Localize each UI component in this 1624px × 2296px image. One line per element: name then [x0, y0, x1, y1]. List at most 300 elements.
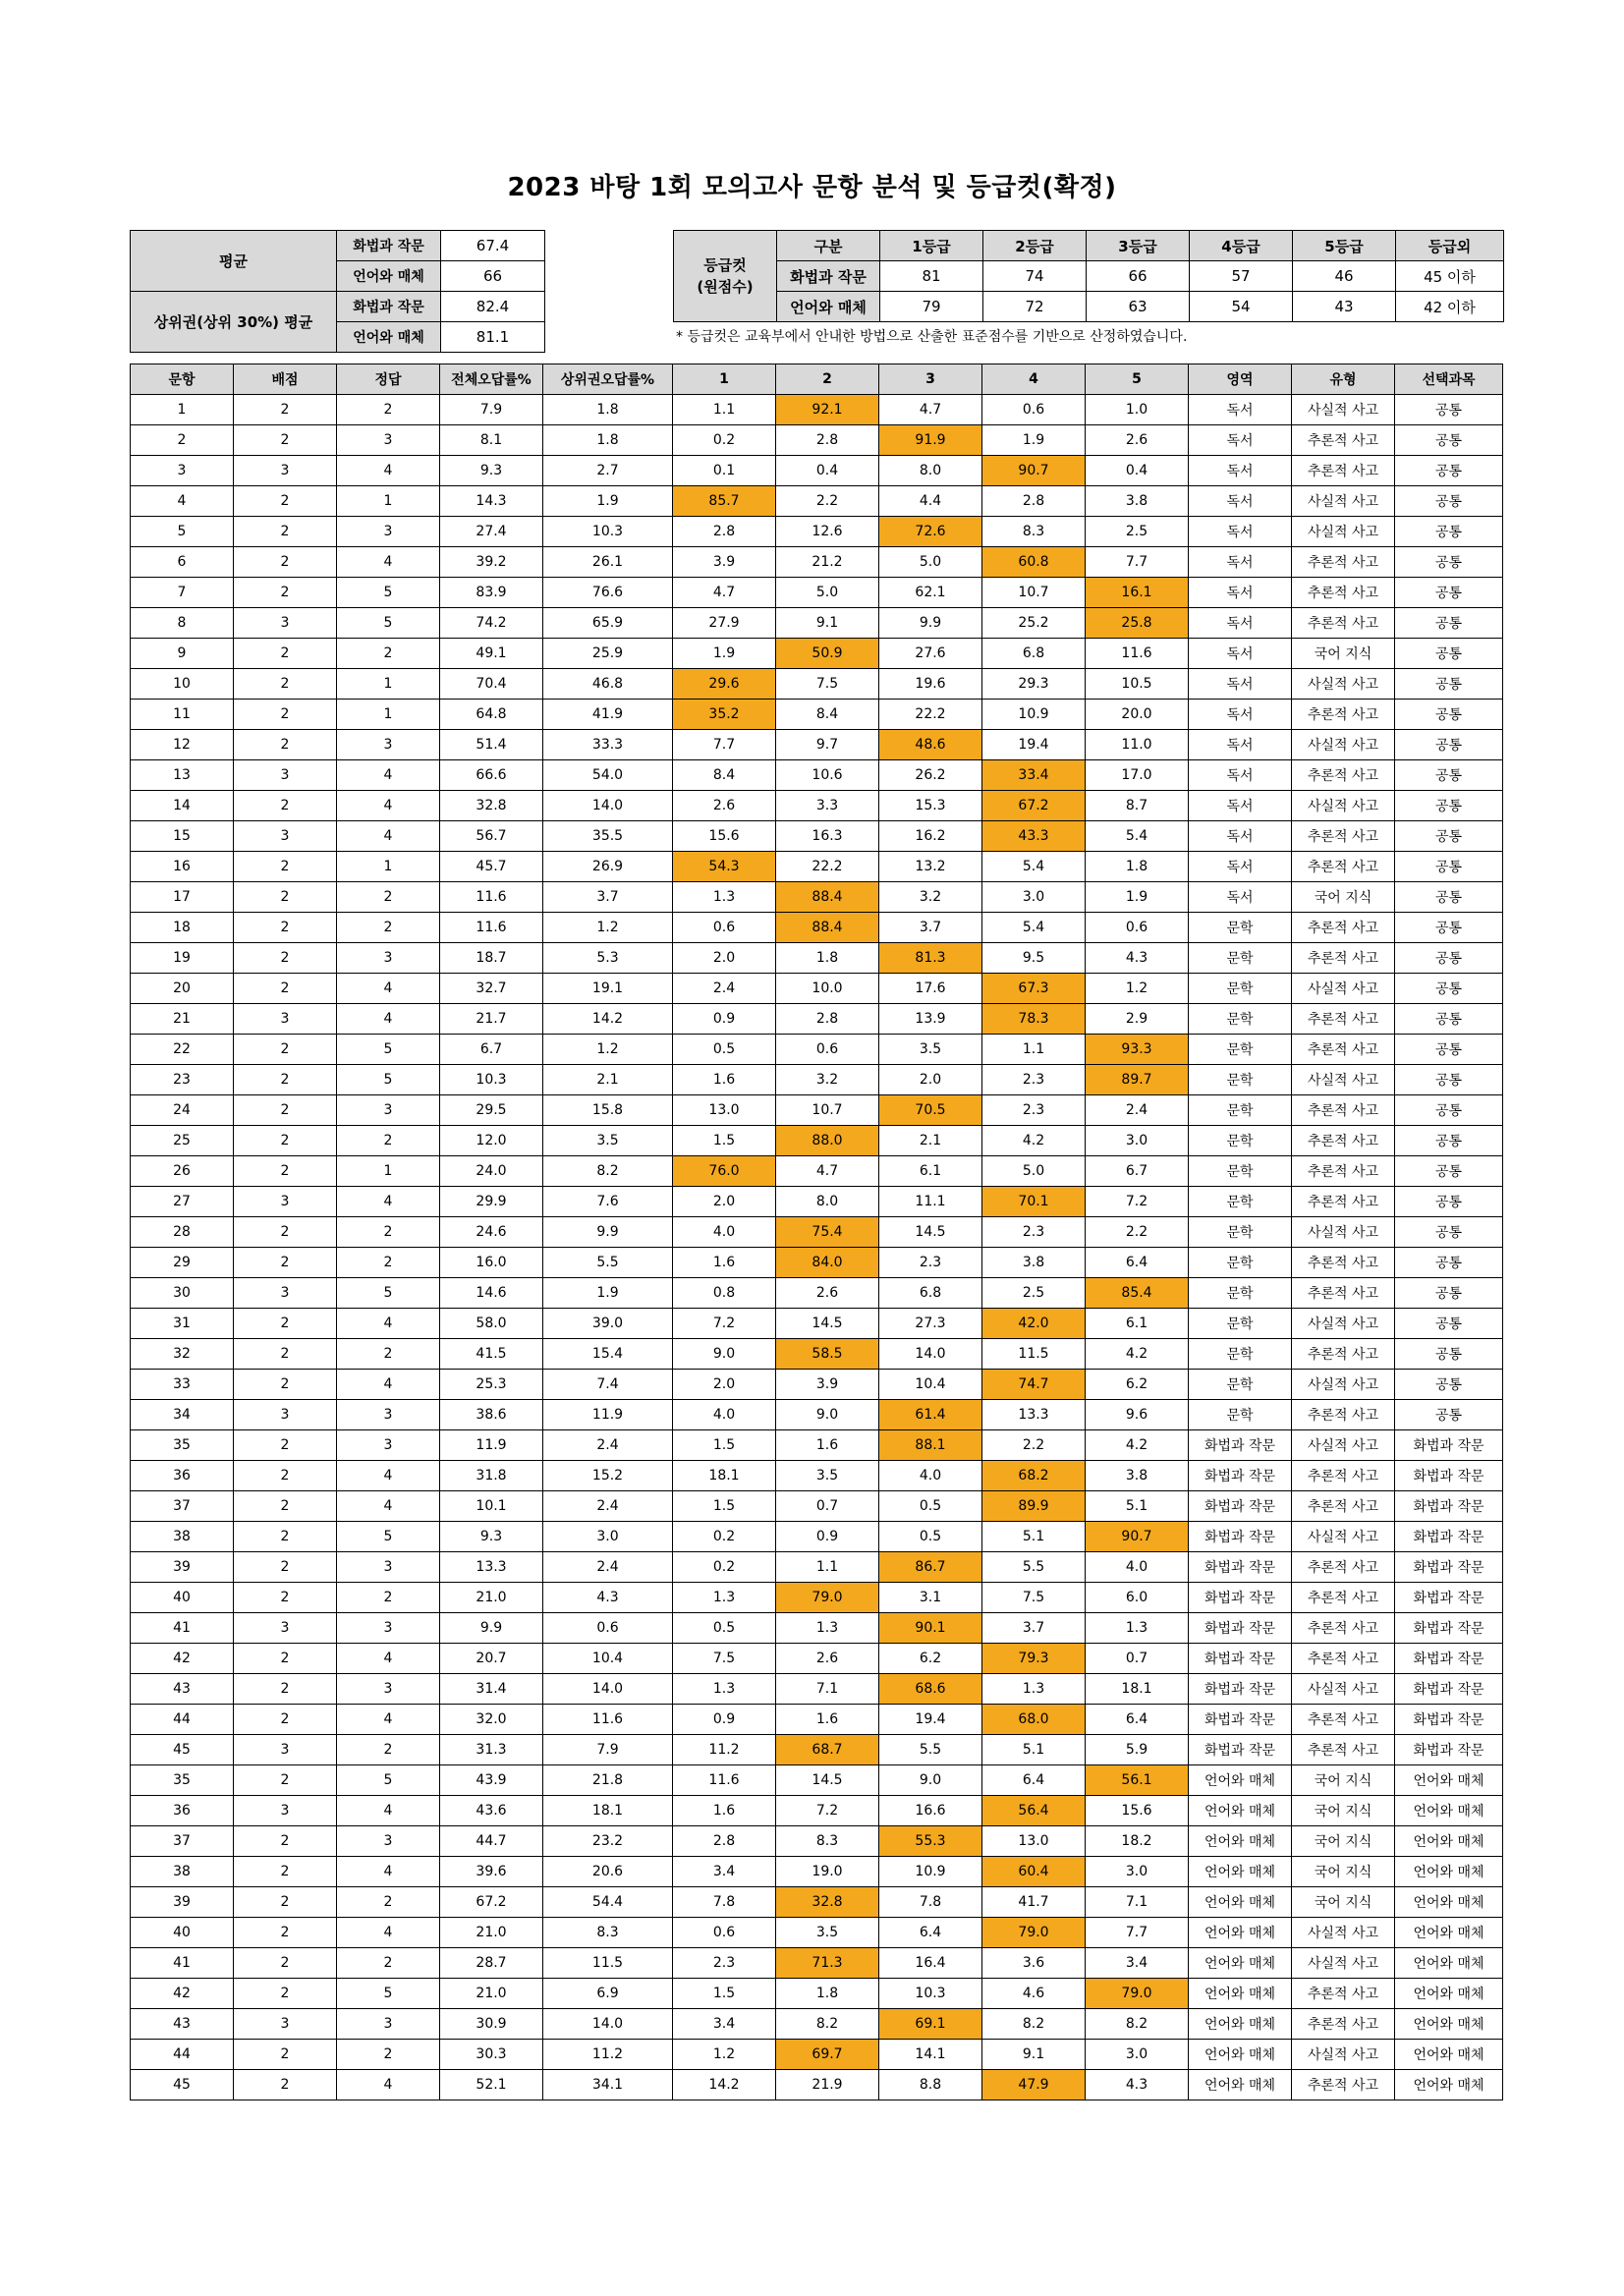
cell-choice-5: 3.0 [1086, 1857, 1189, 1887]
cell-choice-1: 2.0 [673, 943, 776, 974]
cell-points: 2 [234, 1065, 337, 1095]
cell-overall-error-rate: 20.7 [440, 1644, 543, 1674]
cell-choice-1: 2.0 [673, 1370, 776, 1400]
cell-elective: 공통 [1395, 760, 1503, 791]
cell-choice-2: 2.8 [776, 425, 879, 456]
cell-elective: 공통 [1395, 974, 1503, 1004]
cell-answer: 4 [337, 1705, 440, 1735]
cell-top-error-rate: 15.4 [543, 1339, 673, 1370]
cell-type: 국어 지식 [1292, 1887, 1395, 1918]
cell-answer: 4 [337, 760, 440, 791]
cell-choice-1: 1.5 [673, 1126, 776, 1156]
cutoff-cell: 63 [1087, 292, 1190, 322]
table-row [131, 1095, 1503, 1126]
cell-choice-3: 6.1 [879, 1156, 982, 1187]
cell-choice-2: 8.3 [776, 1826, 879, 1857]
cell-item-number: 18 [131, 913, 234, 943]
cell-points: 3 [234, 1735, 337, 1765]
cell-answer: 2 [337, 1735, 440, 1765]
cell-choice-5: 3.4 [1086, 1948, 1189, 1979]
cell-choice-1: 3.9 [673, 547, 776, 578]
cell-top-error-rate: 25.9 [543, 639, 673, 669]
cell-answer: 2 [337, 1583, 440, 1613]
cutoff-header: 4등급 [1190, 231, 1293, 261]
cell-choice-4: 10.7 [982, 578, 1086, 608]
cell-choice-3: 14.0 [879, 1339, 982, 1370]
cell-type: 추론적 사고 [1292, 425, 1395, 456]
cell-answer: 5 [337, 1979, 440, 2009]
cell-choice-3: 9.9 [879, 608, 982, 639]
cell-choice-3: 91.9 [879, 425, 982, 456]
cell-choice-2: 69.7 [776, 2040, 879, 2070]
table-row [131, 1309, 1503, 1339]
cell-choice-2: 2.6 [776, 1644, 879, 1674]
cell-domain: 문학 [1189, 1035, 1292, 1065]
cell-choice-2: 1.6 [776, 1705, 879, 1735]
cell-points: 3 [234, 1278, 337, 1309]
cell-top-error-rate: 1.9 [543, 1278, 673, 1309]
cell-domain: 문학 [1189, 1309, 1292, 1339]
cell-answer: 2 [337, 882, 440, 913]
cell-choice-3: 8.0 [879, 456, 982, 486]
cell-choice-2: 88.0 [776, 1126, 879, 1156]
cell-overall-error-rate: 41.5 [440, 1339, 543, 1370]
cell-choice-2: 9.7 [776, 730, 879, 760]
cell-elective: 화법과 작문 [1395, 1552, 1503, 1583]
cell-overall-error-rate: 14.3 [440, 486, 543, 517]
cell-elective: 언어와 매체 [1395, 2070, 1503, 2100]
cell-choice-5: 18.2 [1086, 1826, 1189, 1857]
cell-choice-2: 8.0 [776, 1187, 879, 1217]
cell-choice-5: 4.2 [1086, 1430, 1189, 1461]
cell-item-number: 42 [131, 1979, 234, 2009]
cell-choice-3: 4.7 [879, 395, 982, 425]
cell-answer: 3 [337, 730, 440, 760]
cell-choice-1: 11.6 [673, 1765, 776, 1796]
cell-item-number: 38 [131, 1857, 234, 1887]
cell-elective: 공통 [1395, 1065, 1503, 1095]
cell-choice-3: 26.2 [879, 760, 982, 791]
table-row [131, 1918, 1503, 1948]
cell-overall-error-rate: 31.3 [440, 1735, 543, 1765]
table-row [131, 425, 1503, 456]
average-subject: 화법과 작문 [337, 231, 441, 261]
cell-choice-3: 5.5 [879, 1735, 982, 1765]
cell-choice-1: 2.4 [673, 974, 776, 1004]
cell-domain: 독서 [1189, 517, 1292, 547]
cell-choice-5: 3.0 [1086, 2040, 1189, 2070]
cell-choice-3: 55.3 [879, 1826, 982, 1857]
cell-choice-3: 70.5 [879, 1095, 982, 1126]
cell-domain: 독서 [1189, 760, 1292, 791]
cell-choice-1: 2.8 [673, 517, 776, 547]
cutoff-cell: 43 [1293, 292, 1396, 322]
cell-choice-4: 60.8 [982, 547, 1086, 578]
cell-choice-2: 5.0 [776, 578, 879, 608]
cell-type: 사실적 사고 [1292, 1674, 1395, 1705]
cell-points: 2 [234, 1370, 337, 1400]
cell-points: 2 [234, 791, 337, 821]
cell-elective: 화법과 작문 [1395, 1613, 1503, 1644]
cell-choice-1: 27.9 [673, 608, 776, 639]
cell-domain: 언어와 매체 [1189, 1857, 1292, 1887]
cell-choice-5: 1.0 [1086, 395, 1189, 425]
cell-choice-2: 92.1 [776, 395, 879, 425]
cell-domain: 화법과 작문 [1189, 1461, 1292, 1491]
cell-overall-error-rate: 43.6 [440, 1796, 543, 1826]
cell-choice-4: 79.3 [982, 1644, 1086, 1674]
cell-item-number: 43 [131, 1674, 234, 1705]
cell-points: 3 [234, 1796, 337, 1826]
header-type: 유형 [1292, 364, 1395, 395]
cell-answer: 1 [337, 669, 440, 700]
cell-choice-3: 17.6 [879, 974, 982, 1004]
cell-answer: 5 [337, 1065, 440, 1095]
cell-item-number: 11 [131, 700, 234, 730]
cell-item-number: 13 [131, 760, 234, 791]
cell-elective: 공통 [1395, 700, 1503, 730]
cell-domain: 독서 [1189, 821, 1292, 852]
cell-answer: 4 [337, 791, 440, 821]
cell-choice-2: 88.4 [776, 913, 879, 943]
cell-answer: 2 [337, 1948, 440, 1979]
cell-elective: 공통 [1395, 1004, 1503, 1035]
cell-choice-4: 8.2 [982, 2009, 1086, 2040]
cell-choice-5: 2.9 [1086, 1004, 1189, 1035]
cell-choice-3: 14.5 [879, 1217, 982, 1248]
cell-choice-4: 43.3 [982, 821, 1086, 852]
cell-choice-3: 2.0 [879, 1065, 982, 1095]
cell-type: 추론적 사고 [1292, 1156, 1395, 1187]
cell-domain: 화법과 작문 [1189, 1735, 1292, 1765]
cell-choice-4: 1.1 [982, 1035, 1086, 1065]
cell-choice-2: 71.3 [776, 1948, 879, 1979]
top-average-label: 상위권(상위 30%) 평균 [131, 292, 337, 353]
cell-overall-error-rate: 58.0 [440, 1309, 543, 1339]
cell-choice-4: 68.2 [982, 1461, 1086, 1491]
cell-choice-4: 0.6 [982, 395, 1086, 425]
cell-choice-4: 33.4 [982, 760, 1086, 791]
cell-points: 2 [234, 1126, 337, 1156]
cell-overall-error-rate: 9.3 [440, 456, 543, 486]
table-row [131, 760, 1503, 791]
cell-choice-2: 14.5 [776, 1309, 879, 1339]
cell-choice-3: 27.6 [879, 639, 982, 669]
cell-answer: 2 [337, 395, 440, 425]
cutoff-cell: 81 [880, 261, 983, 292]
cell-type: 추론적 사고 [1292, 1095, 1395, 1126]
cell-top-error-rate: 8.3 [543, 1918, 673, 1948]
cell-choice-1: 2.3 [673, 1948, 776, 1979]
cell-overall-error-rate: 11.6 [440, 882, 543, 913]
cell-type: 추론적 사고 [1292, 1004, 1395, 1035]
cell-choice-2: 2.8 [776, 1004, 879, 1035]
cell-type: 사실적 사고 [1292, 1918, 1395, 1948]
cell-choice-2: 75.4 [776, 1217, 879, 1248]
cell-item-number: 22 [131, 1035, 234, 1065]
cell-choice-5: 17.0 [1086, 760, 1189, 791]
table-row [131, 578, 1503, 608]
cell-choice-2: 68.7 [776, 1735, 879, 1765]
cell-choice-2: 8.4 [776, 700, 879, 730]
cell-top-error-rate: 35.5 [543, 821, 673, 852]
cell-domain: 문학 [1189, 1004, 1292, 1035]
cell-choice-4: 90.7 [982, 456, 1086, 486]
cell-choice-3: 86.7 [879, 1552, 982, 1583]
cell-answer: 3 [337, 943, 440, 974]
cell-top-error-rate: 6.9 [543, 1979, 673, 2009]
cell-points: 2 [234, 1491, 337, 1522]
table-row [131, 1644, 1503, 1674]
cell-choice-5: 6.4 [1086, 1705, 1189, 1735]
cell-type: 추론적 사고 [1292, 2009, 1395, 2040]
cell-type: 추론적 사고 [1292, 1035, 1395, 1065]
table-row [131, 1826, 1503, 1857]
cell-item-number: 31 [131, 1309, 234, 1339]
cell-top-error-rate: 14.0 [543, 1674, 673, 1705]
cutoff-cell: 42 이하 [1396, 292, 1504, 322]
table-row [131, 1217, 1503, 1248]
cell-item-number: 5 [131, 517, 234, 547]
cell-type: 국어 지식 [1292, 1857, 1395, 1887]
cell-choice-3: 9.0 [879, 1765, 982, 1796]
cell-elective: 공통 [1395, 1309, 1503, 1339]
cell-choice-3: 0.5 [879, 1522, 982, 1552]
cell-item-number: 36 [131, 1796, 234, 1826]
cell-elective: 공통 [1395, 669, 1503, 700]
cell-choice-5: 9.6 [1086, 1400, 1189, 1430]
cell-points: 2 [234, 639, 337, 669]
cell-points: 2 [234, 669, 337, 700]
cell-item-number: 44 [131, 2040, 234, 2070]
cell-choice-4: 11.5 [982, 1339, 1086, 1370]
cell-domain: 독서 [1189, 425, 1292, 456]
header-item-number: 문항 [131, 364, 234, 395]
cell-answer: 3 [337, 425, 440, 456]
cell-choice-1: 0.6 [673, 1918, 776, 1948]
cell-choice-3: 81.3 [879, 943, 982, 974]
cell-choice-3: 11.1 [879, 1187, 982, 1217]
cell-choice-1: 14.2 [673, 2070, 776, 2100]
grade-cutoff-table [673, 230, 1504, 322]
cell-elective: 공통 [1395, 1095, 1503, 1126]
cell-choice-1: 7.8 [673, 1887, 776, 1918]
table-row [131, 608, 1503, 639]
table-row [131, 1278, 1503, 1309]
cell-choice-5: 56.1 [1086, 1765, 1189, 1796]
cell-choice-2: 3.5 [776, 1918, 879, 1948]
cutoff-cell: 45 이하 [1396, 261, 1504, 292]
table-row [131, 1887, 1503, 1918]
cell-choice-3: 72.6 [879, 517, 982, 547]
cell-choice-2: 3.5 [776, 1461, 879, 1491]
cell-choice-4: 6.8 [982, 639, 1086, 669]
cell-choice-2: 0.4 [776, 456, 879, 486]
cell-choice-5: 85.4 [1086, 1278, 1189, 1309]
cell-choice-1: 1.6 [673, 1065, 776, 1095]
cell-choice-4: 89.9 [982, 1491, 1086, 1522]
cell-choice-2: 1.6 [776, 1430, 879, 1461]
cell-item-number: 3 [131, 456, 234, 486]
cell-points: 2 [234, 943, 337, 974]
cell-choice-1: 54.3 [673, 852, 776, 882]
cell-answer: 5 [337, 578, 440, 608]
cell-domain: 화법과 작문 [1189, 1613, 1292, 1644]
cell-overall-error-rate: 9.9 [440, 1613, 543, 1644]
table-row [131, 943, 1503, 974]
cell-points: 2 [234, 974, 337, 1004]
cell-choice-1: 2.6 [673, 791, 776, 821]
cell-overall-error-rate: 18.7 [440, 943, 543, 974]
cell-type: 추론적 사고 [1292, 1248, 1395, 1278]
cell-elective: 공통 [1395, 578, 1503, 608]
cell-elective: 공통 [1395, 1126, 1503, 1156]
cell-choice-1: 3.4 [673, 1857, 776, 1887]
cell-choice-4: 2.2 [982, 1430, 1086, 1461]
cell-choice-4: 19.4 [982, 730, 1086, 760]
cell-choice-4: 9.5 [982, 943, 1086, 974]
cell-overall-error-rate: 10.1 [440, 1491, 543, 1522]
cell-choice-4: 25.2 [982, 608, 1086, 639]
cell-answer: 4 [337, 456, 440, 486]
cell-choice-2: 32.8 [776, 1887, 879, 1918]
cell-type: 추론적 사고 [1292, 1187, 1395, 1217]
cell-choice-5: 25.8 [1086, 608, 1189, 639]
cell-choice-2: 0.6 [776, 1035, 879, 1065]
cell-answer: 3 [337, 1552, 440, 1583]
cell-choice-3: 15.3 [879, 791, 982, 821]
cell-type: 사실적 사고 [1292, 791, 1395, 821]
cell-elective: 화법과 작문 [1395, 1735, 1503, 1765]
cell-type: 추론적 사고 [1292, 2070, 1395, 2100]
table-row [131, 639, 1503, 669]
cell-top-error-rate: 11.2 [543, 2040, 673, 2070]
cell-choice-1: 0.6 [673, 913, 776, 943]
cell-choice-1: 1.3 [673, 1583, 776, 1613]
cell-overall-error-rate: 11.9 [440, 1430, 543, 1461]
cell-choice-1: 0.2 [673, 1522, 776, 1552]
cell-overall-error-rate: 13.3 [440, 1552, 543, 1583]
cell-elective: 공통 [1395, 913, 1503, 943]
cell-choice-4: 13.0 [982, 1826, 1086, 1857]
cell-choice-1: 0.5 [673, 1613, 776, 1644]
cell-answer: 5 [337, 1278, 440, 1309]
cell-answer: 5 [337, 608, 440, 639]
cell-choice-1: 9.0 [673, 1339, 776, 1370]
cell-elective: 공통 [1395, 547, 1503, 578]
cell-overall-error-rate: 24.6 [440, 1217, 543, 1248]
table-row [131, 1948, 1503, 1979]
header-domain: 영역 [1189, 364, 1292, 395]
cell-answer: 2 [337, 913, 440, 943]
cell-type: 국어 지식 [1292, 1826, 1395, 1857]
cell-choice-5: 10.5 [1086, 669, 1189, 700]
cell-type: 사실적 사고 [1292, 486, 1395, 517]
table-row [131, 1430, 1503, 1461]
table-row [131, 1248, 1503, 1278]
cell-choice-5: 4.3 [1086, 2070, 1189, 2100]
cell-top-error-rate: 33.3 [543, 730, 673, 760]
cell-top-error-rate: 14.0 [543, 791, 673, 821]
cell-points: 2 [234, 1674, 337, 1705]
cell-type: 국어 지식 [1292, 882, 1395, 913]
cell-choice-5: 3.8 [1086, 486, 1189, 517]
header-top-error-rate: 상위권오답률% [543, 364, 673, 395]
cell-top-error-rate: 23.2 [543, 1826, 673, 1857]
cell-top-error-rate: 0.6 [543, 1613, 673, 1644]
cell-choice-3: 13.9 [879, 1004, 982, 1035]
cell-top-error-rate: 10.4 [543, 1644, 673, 1674]
cell-choice-3: 10.3 [879, 1979, 982, 2009]
cell-points: 3 [234, 2009, 337, 2040]
header-answer: 정답 [337, 364, 440, 395]
cell-type: 추론적 사고 [1292, 578, 1395, 608]
cell-choice-3: 48.6 [879, 730, 982, 760]
cell-item-number: 40 [131, 1918, 234, 1948]
cutoff-cell: 46 [1293, 261, 1396, 292]
cell-item-number: 30 [131, 1278, 234, 1309]
cell-answer: 4 [337, 1370, 440, 1400]
cell-item-number: 37 [131, 1826, 234, 1857]
cell-item-number: 36 [131, 1461, 234, 1491]
cell-choice-5: 89.7 [1086, 1065, 1189, 1095]
cell-points: 2 [234, 1979, 337, 2009]
cell-choice-4: 60.4 [982, 1857, 1086, 1887]
cell-top-error-rate: 2.4 [543, 1430, 673, 1461]
cell-item-number: 45 [131, 2070, 234, 2100]
cell-choice-4: 41.7 [982, 1887, 1086, 1918]
cell-answer: 4 [337, 1918, 440, 1948]
cutoff-note: * 등급컷은 교육부에서 안내한 방법으로 산출한 표준점수를 기반으로 산정하였습니다. [676, 329, 1188, 345]
cell-item-number: 39 [131, 1552, 234, 1583]
table-row [131, 974, 1503, 1004]
cell-overall-error-rate: 32.8 [440, 791, 543, 821]
cell-elective: 화법과 작문 [1395, 1461, 1503, 1491]
cell-elective: 언어와 매체 [1395, 2009, 1503, 2040]
cell-choice-2: 1.1 [776, 1552, 879, 1583]
cell-type: 사실적 사고 [1292, 1522, 1395, 1552]
cell-elective: 화법과 작문 [1395, 1674, 1503, 1705]
cell-overall-error-rate: 21.0 [440, 1979, 543, 2009]
cell-choice-4: 2.8 [982, 486, 1086, 517]
cell-elective: 공통 [1395, 517, 1503, 547]
cell-choice-1: 1.1 [673, 395, 776, 425]
cell-type: 사실적 사고 [1292, 1948, 1395, 1979]
cell-domain: 문학 [1189, 913, 1292, 943]
cell-points: 2 [234, 425, 337, 456]
header-choice-5: 5 [1086, 364, 1189, 395]
cell-domain: 문학 [1189, 1278, 1292, 1309]
cell-choice-3: 19.4 [879, 1705, 982, 1735]
cell-choice-4: 2.3 [982, 1065, 1086, 1095]
cell-choice-3: 6.4 [879, 1918, 982, 1948]
cell-points: 2 [234, 1248, 337, 1278]
cell-domain: 언어와 매체 [1189, 2070, 1292, 2100]
cell-choice-2: 3.2 [776, 1065, 879, 1095]
cell-choice-2: 10.0 [776, 974, 879, 1004]
cell-domain: 언어와 매체 [1189, 1826, 1292, 1857]
cell-choice-3: 3.5 [879, 1035, 982, 1065]
cell-elective: 공통 [1395, 395, 1503, 425]
cell-answer: 3 [337, 1400, 440, 1430]
cell-choice-2: 9.1 [776, 608, 879, 639]
cutoff-header: 1등급 [880, 231, 983, 261]
cell-choice-2: 16.3 [776, 821, 879, 852]
average-label: 평균 [131, 231, 337, 292]
cutoff-cell: 72 [983, 292, 1087, 322]
cell-item-number: 39 [131, 1887, 234, 1918]
cell-elective: 공통 [1395, 1035, 1503, 1065]
